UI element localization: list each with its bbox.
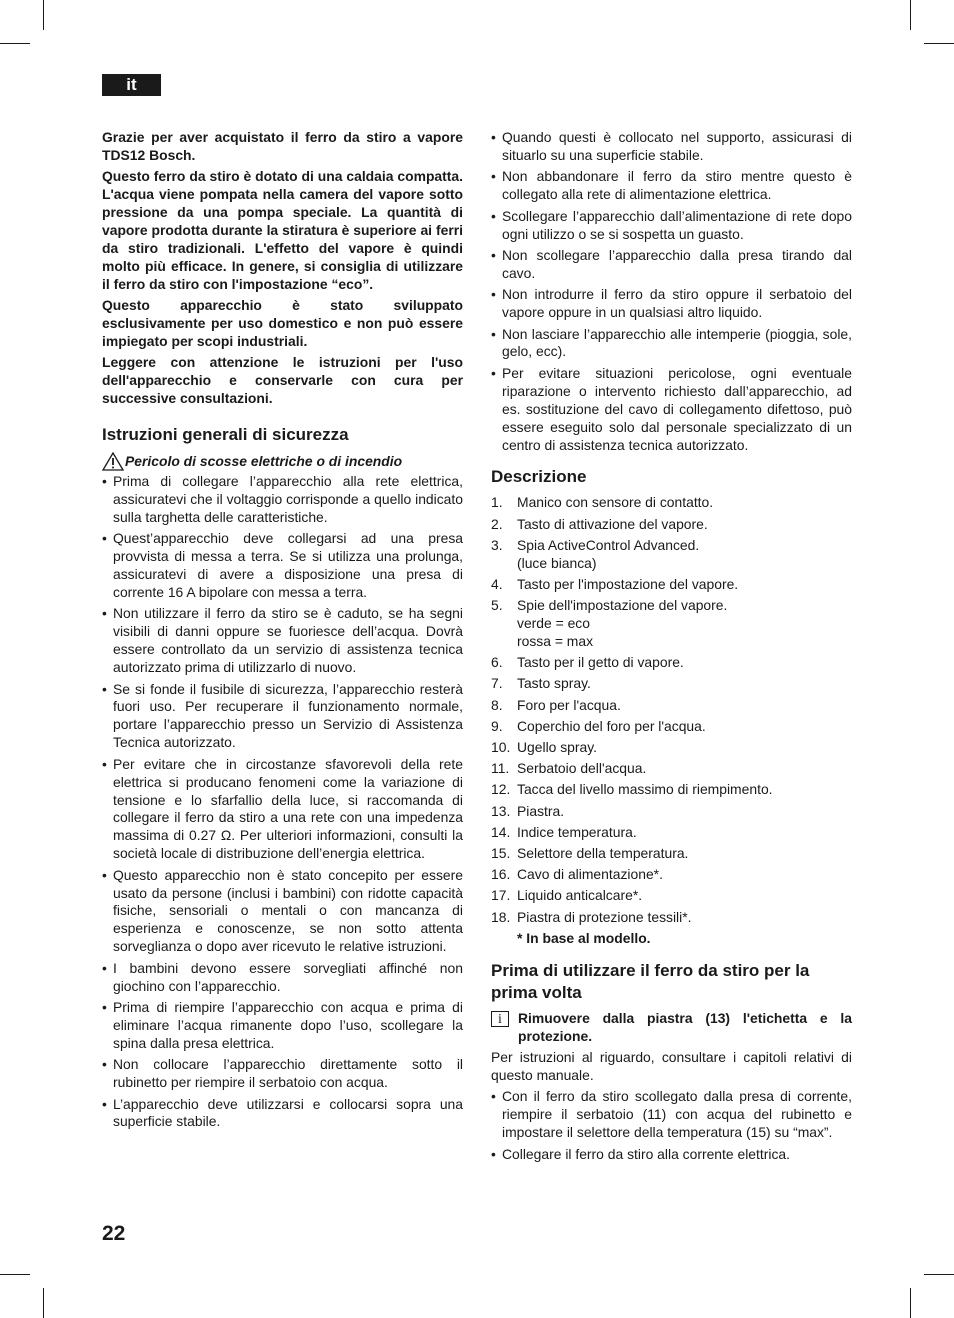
page-number: 22 xyxy=(102,1222,126,1245)
description-list xyxy=(491,494,852,926)
list-item: • Scollegare l’apparecchio dall’alimentazione di rete dopo ogni utilizzo o se si sospetta un guasto. xyxy=(491,208,852,244)
safety-heading: Istruzioni generali di sicurezza xyxy=(102,425,349,445)
item-number: 13. xyxy=(491,802,511,819)
item-text: Manico con sensore di contatto. xyxy=(517,494,714,511)
item-number: 12. xyxy=(491,781,511,798)
right-column xyxy=(491,129,852,1167)
model-footnote: * In base al modello. xyxy=(517,929,651,946)
info-icon: i xyxy=(491,1011,509,1027)
intro-paragraph: Questo apparecchio è stato sviluppato esclusivamente per uso domestico e non può essere impiegato per scopi industriali. xyxy=(102,297,463,349)
list-item xyxy=(491,697,852,715)
list-item xyxy=(491,516,852,534)
safety-list xyxy=(102,473,463,1131)
info-paragraph: Per istruzioni al riguardo, consultare i capitoli relativi di questo manuale. xyxy=(491,1049,852,1083)
list-item xyxy=(491,494,852,512)
crop-mark xyxy=(0,1274,30,1275)
item-text: Piastra. xyxy=(517,802,565,819)
item-number: 6. xyxy=(491,654,503,671)
first-use-list xyxy=(491,1088,852,1163)
list-item: • I bambini devono essere sorvegliati affinché non giochino con l’apparecchio. xyxy=(102,960,463,996)
list-item xyxy=(491,866,852,884)
intro-paragraph: Grazie per aver acquistato il ferro da stiro a vapore TDS12 Bosch. xyxy=(102,129,463,163)
description-heading: Descrizione xyxy=(491,467,587,487)
crop-mark xyxy=(0,43,30,44)
intro-paragraph: Questo ferro da stiro è dotato di una caldaia compatta. L'acqua viene pompata nella camera del vapore sotto pressione da una pompa speciale. La quantità di vapore prodotta durante la stiratura è superiore ai ferri da stiro tradizionali. L'effetto del vapore è quindi molto più efficace. In genere, si consiglia di utilizzare il ferro da stiro con l'impostazione “eco”. xyxy=(102,168,463,292)
list-item: • Prima di riempire l’apparecchio con acqua e prima di eliminare l’acqua rimanente dopo l’uso, scollegare la spina dalla presa elettrica. xyxy=(102,999,463,1053)
item-text: Ugello spray. xyxy=(517,738,598,755)
crop-mark xyxy=(910,0,911,30)
list-item xyxy=(491,760,852,778)
list-item: • Non collocare l’apparecchio direttamente sotto il rubinetto per riempire il serbatoio con acqua. xyxy=(102,1056,463,1092)
warning-line xyxy=(102,452,463,471)
list-item xyxy=(491,654,852,672)
item-text: Tasto per l'impostazione del vapore. xyxy=(517,575,739,592)
list-item: • Prima di collegare l’apparecchio alla rete elettrica, assicuratevi che il voltaggio corrisponde a quello indicato sulla targhetta delle caratteristiche. xyxy=(102,473,463,527)
info-note xyxy=(491,1010,852,1046)
first-use-heading: Prima di utilizzare il ferro da stiro per la prima volta xyxy=(491,960,810,1002)
item-text: Spie dell'impostazione del vapore. verde = eco rossa = max xyxy=(517,597,728,649)
item-text: Spia ActiveControl Advanced. (luce bianca) xyxy=(517,536,700,571)
intro-paragraph: Leggere con attenzione le istruzioni per l'uso dell'apparecchio e conservarle con cura per successive consultazioni. xyxy=(102,354,463,407)
list-item xyxy=(491,803,852,821)
list-item: • Quest’apparecchio deve collegarsi ad una presa provvista di messa a terra. Se si utilizza una prolunga, assicuratevi di avere a disposizione una presa di corrente 16 A bipolare con messa a terra. xyxy=(102,530,463,602)
list-item: • Non utilizzare il ferro da stiro se è caduto, se ha segni visibili di danni oppure se fuoriesce dell’acqua. Dovrà essere controllato da un servizio di assistenza tecnica autorizzato prima di utilizzarlo di nuovo. xyxy=(102,605,463,677)
list-item: • Collegare il ferro da stiro alla corrente elettrica. xyxy=(491,1146,852,1164)
item-text: Serbatoio dell'acqua. xyxy=(517,760,647,777)
info-note-text: Rimuovere dalla piastra (13) l'etichetta e la protezione. xyxy=(518,1009,852,1044)
item-text: Tasto per il getto di vapore. xyxy=(517,654,684,671)
item-number: 11. xyxy=(491,760,510,777)
crop-mark xyxy=(43,0,44,30)
item-text: Foro per l'acqua. xyxy=(517,696,621,713)
item-number: 9. xyxy=(491,717,503,734)
list-item: • Questo apparecchio non è stato concepito per essere usato da persone (inclusi i bambini) con ridotte capacità fisiche, sensoriali o mentali o con mancanza di esperienza e conoscenze, se non sotto attenta sorveglianza o dopo aver ricevuto le relative istruzioni. xyxy=(102,867,463,957)
item-text: Tacca del livello massimo di riempimento. xyxy=(517,781,773,798)
list-item xyxy=(491,824,852,842)
list-item: • Con il ferro da stiro scollegato dalla presa di corrente, riempire il serbatoio (11) con acqua del rubinetto e impostare il selettore della temperatura (15) su “max”. xyxy=(491,1088,852,1142)
list-item: • Quando questi è collocato nel supporto, assicurasi di situarlo su una superficie stabile. xyxy=(491,129,852,165)
item-number: 18. xyxy=(491,908,511,925)
list-item: • L’apparecchio deve utilizzarsi e collocarsi sopra una superficie stabile. xyxy=(102,1096,463,1132)
list-item: • Per evitare che in circostanze sfavorevoli della rete elettrica si producano fenomeni come la variazione di tensione e lo sfarfallio della luce, si raccomanda di collegare il ferro da stiro a una rete con una impedenza massima di 0.27 Ω. Per ulteriori informazioni, consulti la società locale di distribuzione dell’energia elettrica. xyxy=(102,756,463,863)
list-item: • Non introdurre il ferro da stiro oppure il serbatoio del vapore oppure in un qualsiasi altro liquido. xyxy=(491,286,852,322)
item-number: 5. xyxy=(491,597,503,614)
item-text: Cavo di alimentazione*. xyxy=(517,866,663,883)
list-item xyxy=(491,675,852,693)
list-item xyxy=(491,576,852,594)
item-text: Indice temperatura. xyxy=(517,823,637,840)
item-number: 16. xyxy=(491,866,511,883)
item-number: 2. xyxy=(491,515,503,532)
item-number: 1. xyxy=(491,494,503,511)
warning-label: Pericolo di scosse elettriche o di incendio xyxy=(125,453,403,470)
item-number: 3. xyxy=(491,536,503,553)
language-tab: it xyxy=(102,74,161,96)
crop-mark xyxy=(910,1288,911,1318)
crop-mark xyxy=(43,1288,44,1318)
list-item: • Per evitare situazioni pericolose, ogni eventuale riparazione o intervento richiesto dall’apparecchio, ad es. sostituzione del cavo di collegamento difettoso, può essere eseguito solo dal personale specializzato di un centro di assistenza tecnica autorizzato. xyxy=(491,365,852,455)
item-text: Liquido anticalcare*. xyxy=(517,887,643,904)
list-item xyxy=(491,718,852,736)
crop-mark xyxy=(924,43,954,44)
item-number: 7. xyxy=(491,675,503,692)
item-number: 17. xyxy=(491,887,511,904)
list-item xyxy=(491,597,852,651)
list-item xyxy=(491,739,852,757)
item-number: 8. xyxy=(491,696,503,713)
warning-triangle-icon xyxy=(102,452,124,471)
safety-list-continued xyxy=(491,129,852,454)
list-item: • Non scollegare l’apparecchio dalla presa tirando dal cavo. xyxy=(491,247,852,283)
item-number: 10. xyxy=(491,738,511,755)
list-item xyxy=(491,845,852,863)
item-text: Tasto di attivazione del vapore. xyxy=(517,515,708,532)
item-number: 15. xyxy=(491,844,511,861)
list-item xyxy=(491,887,852,905)
list-item xyxy=(491,537,852,573)
item-text: Coperchio del foro per l'acqua. xyxy=(517,717,706,734)
left-column xyxy=(102,129,463,1135)
item-text: Selettore della temperatura. xyxy=(517,844,689,861)
item-text: Piastra di protezione tessili*. xyxy=(517,908,692,925)
crop-mark xyxy=(924,1274,954,1275)
list-item: • Se si fonde il fusibile di sicurezza, l’apparecchio resterà fuori uso. Per recuperare il funzionamento normale, portare l’apparecchio presso un Servizio di Assistenza Tecnica autorizzato. xyxy=(102,681,463,753)
list-item xyxy=(491,781,852,799)
list-item: • Non lasciare l’apparecchio alle intemperie (pioggia, sole, gelo, ecc). xyxy=(491,326,852,362)
item-text: Tasto spray. xyxy=(517,675,591,692)
list-item: • Non abbandonare il ferro da stiro mentre questo è collegato alla rete di alimentazione elettrica. xyxy=(491,168,852,204)
list-item xyxy=(491,909,852,927)
item-number: 4. xyxy=(491,575,503,592)
item-number: 14. xyxy=(491,823,511,840)
